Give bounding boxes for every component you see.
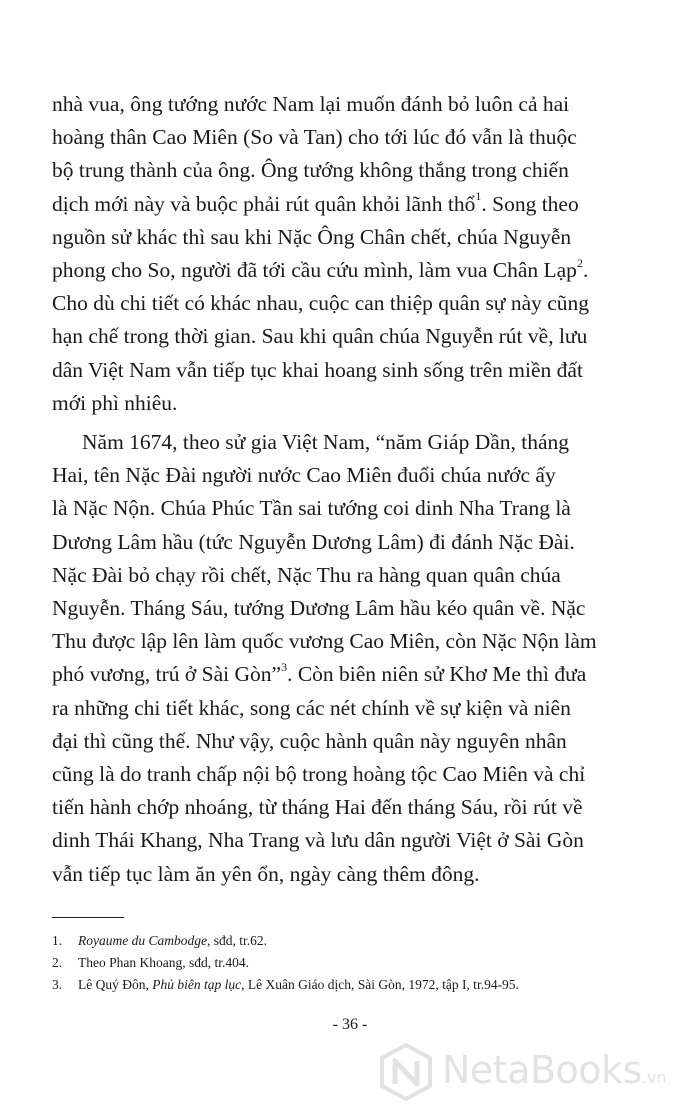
- footnote-number: 1.: [52, 933, 63, 948]
- footnote-number: 2.: [52, 955, 63, 970]
- text-fragment: . Song theo: [481, 191, 579, 216]
- footnote-ref-3[interactable]: 3: [281, 660, 288, 675]
- text-line: Thu được lập lên làm quốc vương Cao Miên, còn Nặc Nộn làm: [52, 629, 597, 654]
- page-number: - 36 -: [332, 1016, 368, 1033]
- watermark-text: [442, 1048, 667, 1092]
- footnote-text: [78, 930, 267, 952]
- watermark-domain: .vn: [641, 1068, 667, 1087]
- footnotes: [52, 930, 650, 996]
- footnote-3: [52, 974, 650, 996]
- text-line: Hai, tên Nặc Đài người nước Cao Miên đuổi chúa nước ấy: [52, 463, 556, 488]
- text-fragment: . Còn biên niên sử Khơ Me thì đưa: [287, 662, 587, 687]
- netabooks-n-logo-icon: [376, 1042, 436, 1102]
- text-fragment: .: [582, 258, 589, 283]
- footnote-2: [52, 952, 650, 974]
- text-line: dinh Thái Khang, Nha Trang và lưu dân người Việt ở Sài Gòn: [52, 828, 584, 853]
- text-line: Dương Lâm hầu (tức Nguyễn Dương Lâm) đi đánh Nặc Đài.: [52, 529, 575, 554]
- footnote-ref-1[interactable]: 1: [475, 189, 482, 204]
- text-line: [52, 658, 650, 691]
- text-line: nhà vua, ông tướng nước Nam lại muốn đánh bỏ luôn cả hai: [52, 92, 570, 116]
- footnote-title: Phủ biên tạp lục: [152, 977, 242, 992]
- footnote-number: 3.: [52, 977, 63, 992]
- text-line: Năm 1674, theo sử gia Việt Nam, “năm Giáp Dần, tháng: [82, 430, 570, 455]
- footnote-detail: , Lê Xuân Giáo dịch, Sài Gòn, 1972, tập I, tr.94-95.: [241, 977, 519, 992]
- footnote-detail: Theo Phan Khoang, sđd, tr.404.: [78, 955, 249, 970]
- footnote-text: [78, 974, 519, 996]
- footnote-author: Lê Quý Đôn,: [78, 977, 153, 992]
- watermark: [376, 1040, 694, 1106]
- text-line: đại thì cũng thế. Như vậy, cuộc hành quân này nguyên nhân: [52, 728, 567, 753]
- footnote-1: [52, 930, 650, 952]
- text-line: dân Việt Nam vẫn tiếp tục khai hoang sinh sống trên miền đất: [52, 357, 583, 382]
- text-line: [52, 254, 650, 287]
- text-line: nguồn sử khác thì sau khi Nặc Ông Chân chết, chúa Nguyễn: [52, 224, 572, 249]
- text-line: mới phì nhiêu.: [52, 390, 178, 415]
- text-line: Nặc Đài bỏ chạy rồi chết, Nặc Thu ra hàng quan quân chúa: [52, 562, 561, 587]
- text-line: bộ trung thành của ông. Ông tướng không thắng trong chiến: [52, 158, 569, 183]
- text-line: Cho dù chi tiết có khác nhau, cuộc can thiệp quân sự này cũng: [52, 291, 590, 316]
- text-line: tiến hành chớp nhoáng, từ tháng Hai đến tháng Sáu, rồi rút về: [52, 795, 583, 820]
- paragraph-2: [52, 426, 650, 891]
- text-fragment: dịch mới này và buộc phải rút quân khỏi lãnh thổ: [52, 191, 476, 216]
- text-line: hoàng thân Cao Miên (So và Tan) cho tới lúc đó vẫn là thuộc: [52, 125, 577, 150]
- text-line: [52, 188, 650, 221]
- text-line: vẫn tiếp tục làm ăn yên ổn, ngày càng thêm đông.: [52, 861, 480, 886]
- watermark-brand: NetaBooks: [442, 1048, 642, 1092]
- footnote-title: Royaume du Cambodge: [78, 933, 207, 948]
- body-text: [52, 88, 650, 891]
- text-fragment: phó vương, trú ở Sài Gòn”: [52, 662, 282, 687]
- footnote-divider: [52, 917, 124, 918]
- text-fragment: phong cho So, người đã tới cầu cứu mình, làm vua Chân Lạp: [52, 258, 577, 283]
- paragraph-1: [52, 88, 650, 420]
- text-line: cũng là do tranh chấp nội bộ trong hoàng tộc Cao Miên và chỉ: [52, 762, 586, 787]
- footnote-detail: , sđd, tr.62.: [206, 933, 267, 948]
- text-line: ra những chi tiết khác, song các nét chính về sự kiện và niên: [52, 695, 571, 720]
- text-line: hạn chế trong thời gian. Sau khi quân chúa Nguyễn rút về, lưu: [52, 324, 588, 349]
- text-line: Nguyễn. Tháng Sáu, tướng Dương Lâm hầu kéo quân về. Nặc: [52, 596, 586, 621]
- text-line: là Nặc Nộn. Chúa Phúc Tần sai tướng coi dinh Nha Trang là: [52, 496, 571, 521]
- footnote-ref-2[interactable]: 2: [576, 255, 583, 270]
